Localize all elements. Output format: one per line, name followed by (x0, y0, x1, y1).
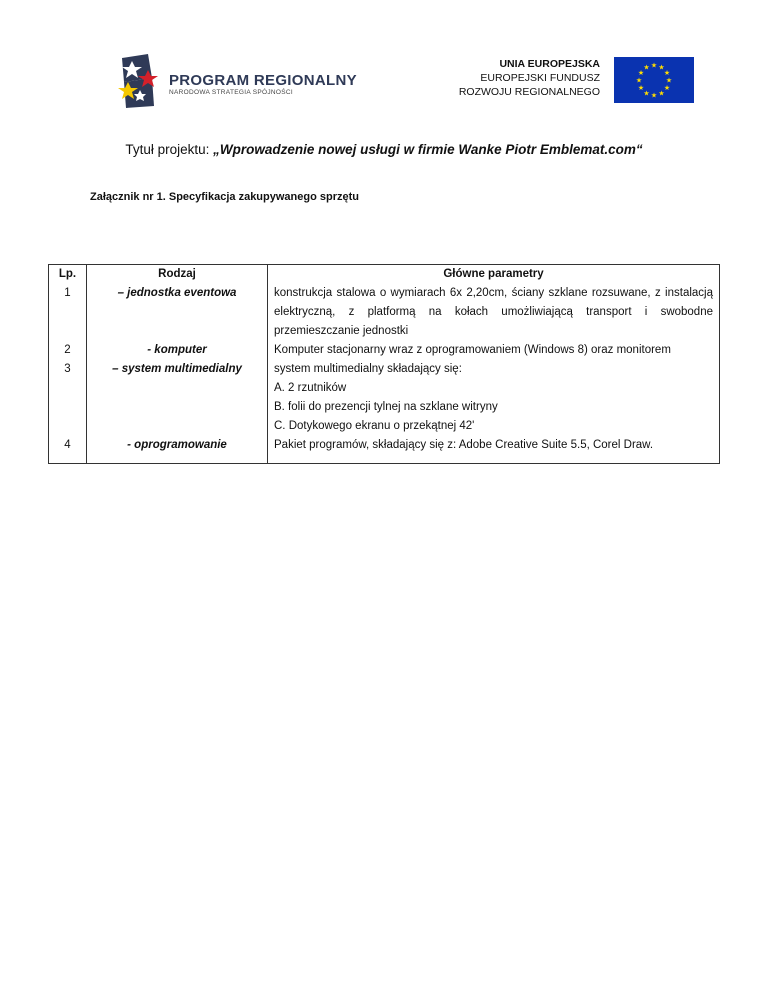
header-parametry: Główne parametry (268, 265, 720, 285)
row-type: – system multimedialny (87, 360, 268, 436)
table-header-row (49, 265, 720, 285)
row-number: 3 (49, 360, 87, 436)
header-rodzaj: Rodzaj (87, 265, 268, 285)
eu-star-icon: ★ (663, 85, 671, 92)
eu-star-icon: ★ (658, 90, 665, 98)
eu-flag-icon (614, 57, 694, 103)
row-type: - oprogramowanie (87, 436, 268, 464)
program-regionalny-logo (118, 52, 358, 110)
param-line: A. 2 rzutników (274, 382, 347, 394)
eu-star-icon: ★ (658, 64, 665, 72)
project-name: „Wprowadzenie nowej usługi w firmie Wanke Piotr Emblemat.com“ (213, 142, 643, 157)
attachment-heading: Załącznik nr 1. Specyfikacja zakupywanego sprzętu (90, 191, 359, 203)
eu-star-icon: ★ (637, 70, 645, 77)
table-row (49, 341, 720, 360)
param-line: Pakiet programów, składający się z: Adobe Creative Suite 5.5, Corel Draw. (274, 439, 654, 451)
specification-table (48, 264, 720, 464)
eu-line-1: UNIA EUROPEJSKA (499, 58, 600, 70)
header-lp: Lp. (49, 265, 87, 285)
param-line: konstrukcja stalowa o wymiarach 6x 2,20cm, ściany szklane rozsuwane, z instalacją elektryczną, z platformą na kołach umożliwiającą transport i swobodne przemieszczanie jednostki (274, 287, 713, 337)
row-number: 2 (49, 341, 87, 360)
program-title: PROGRAM REGIONALNY (169, 72, 357, 89)
row-params (268, 284, 720, 341)
row-number: 4 (49, 436, 87, 464)
eu-logo-text (459, 57, 600, 99)
row-params (268, 436, 720, 464)
row-params (268, 341, 720, 360)
table-row (49, 284, 720, 341)
eu-line-2: EUROPEJSKI FUNDUSZ (480, 72, 600, 84)
row-number: 1 (49, 284, 87, 341)
row-params (268, 360, 720, 436)
eu-line-3: ROZWOJU REGIONALNEGO (458, 86, 600, 98)
eu-star-icon: ★ (650, 92, 658, 100)
eu-star-icon: ★ (643, 64, 650, 72)
param-line: Komputer stacjonarny wraz z oprogramowaniem (Windows 8) oraz monitorem (274, 344, 671, 356)
eu-star-icon: ★ (643, 90, 650, 98)
program-regionalny-emblem-icon (118, 52, 168, 110)
table-row (49, 360, 720, 436)
eu-star-icon: ★ (650, 62, 658, 70)
program-subtitle: NARODOWA STRATEGIA SPÓJNOŚCI (169, 89, 293, 96)
table-row (49, 436, 720, 464)
row-type: - komputer (87, 341, 268, 360)
row-type: – jednostka eventowa (87, 284, 268, 341)
eu-star-icon: ★ (635, 77, 643, 85)
eu-star-icon: ★ (665, 77, 673, 85)
eu-star-icon: ★ (637, 85, 645, 92)
param-line: B. folii do prezencji tylnej na szklane witryny (274, 401, 498, 413)
param-line: C. Dotykowego ekranu o przekątnej 42' (274, 420, 475, 432)
param-line: system multimedialny składający się: (274, 363, 462, 375)
project-prefix: Tytuł projektu: (125, 142, 214, 157)
project-title (0, 142, 768, 157)
eu-star-icon: ★ (663, 70, 671, 77)
